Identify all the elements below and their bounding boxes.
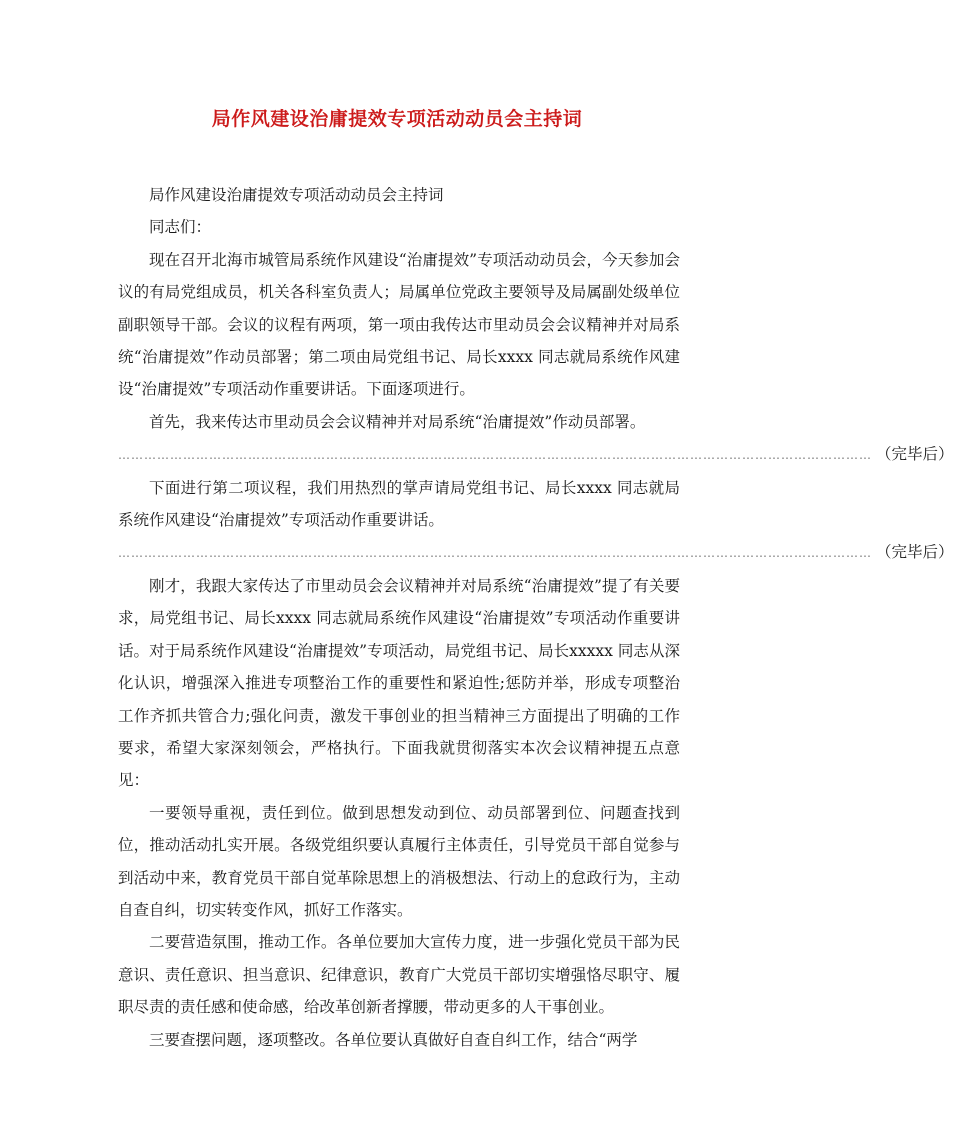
document-body <box>118 179 954 1056</box>
paragraph-second-item: 下面进行第二项议程，我们用热烈的掌声请局党组书记、局长xxxx 同志就局系统作风建设“治庸提效”专项活动作重要讲话。 <box>118 478 680 530</box>
pause-note-2: （完毕后） <box>876 543 954 562</box>
paragraph-point-2: 二要营造氛围，推动工作。各单位要加大宣传力度，进一步强化党员干部为民意识、责任意识、担当意识、纪律意识，教育广大党员干部切实增强恪尽职守、履职尽责的责任感和使命感，给改革创新者撑腰，带动更多的人干事创业。 <box>118 933 680 1017</box>
pause-note-1: （完毕后） <box>876 445 954 464</box>
pause-line-2 <box>118 536 954 569</box>
paragraph-opening: 现在召开北海市城管局系统作风建设“治庸提效”专项活动动员会，今天参加会议的有局党组成员，机关各科室负责人；局属单位党政主要领导及局属副处级单位副职领导干部。会议的议程有两项，第一项由我传达市里动员会会议精神并对局系统“治庸提效”作动员部署；第二项由局党组书记、局长xxxx 同志就局系统作风建设“治庸提效”专项活动作重要讲话。下面逐项进行。 <box>118 250 680 399</box>
document-subtitle: 局作风建设治庸提效专项活动动员会主持词 <box>149 186 444 204</box>
pause-line-1 <box>118 438 954 471</box>
dot-leader: ………………………………………………………………………………………………………………………………………………………… <box>118 546 872 561</box>
salutation: 同志们： <box>149 218 212 237</box>
paragraph-point-1: 一要领导重视，责任到位。做到思想发动到位、动员部署到位、问题查找到位，推动活动扎实开展。各级党组织要认真履行主体责任，引导党员干部自觉参与到活动中来，教育党员干部自觉革除思想上的消极想法、行动上的怠政行为，主动自查自纠，切实转变作风，抓好工作落实。 <box>118 803 680 919</box>
paragraph-summary: 刚才，我跟大家传达了市里动员会会议精神并对局系统“治庸提效”提了有关要求，局党组书记、局长xxxx 同志就局系统作风建设“治庸提效”专项活动作重要讲话。对于局系统作风建设“治庸提效”专项活动，局党组书记、局长xxxxx 同志从深化认识，增强深入推进专项整治工作的重要性和紧迫性;惩防并举，形成专项整治工作齐抓共管合力;强化问责，激发干事创业的担当精神三方面提出了明确的工作要求，希望大家深刻领会，严格执行。下面我就贯彻落实本次会议精神提五点意见： <box>118 576 680 790</box>
paragraph-point-3: 三要查摆问题，逐项整改。各单位要认真做好自查自纠工作，结合“两学 <box>149 1030 638 1049</box>
dot-leader: ………………………………………………………………………………………………………………………………………………………… <box>118 448 872 463</box>
document-title: 局作风建设治庸提效专项活动动员会主持词 <box>211 108 583 130</box>
paragraph-first-item: 首先，我来传达市里动员会会议精神并对局系统“治庸提效”作动员部署。 <box>149 412 646 431</box>
